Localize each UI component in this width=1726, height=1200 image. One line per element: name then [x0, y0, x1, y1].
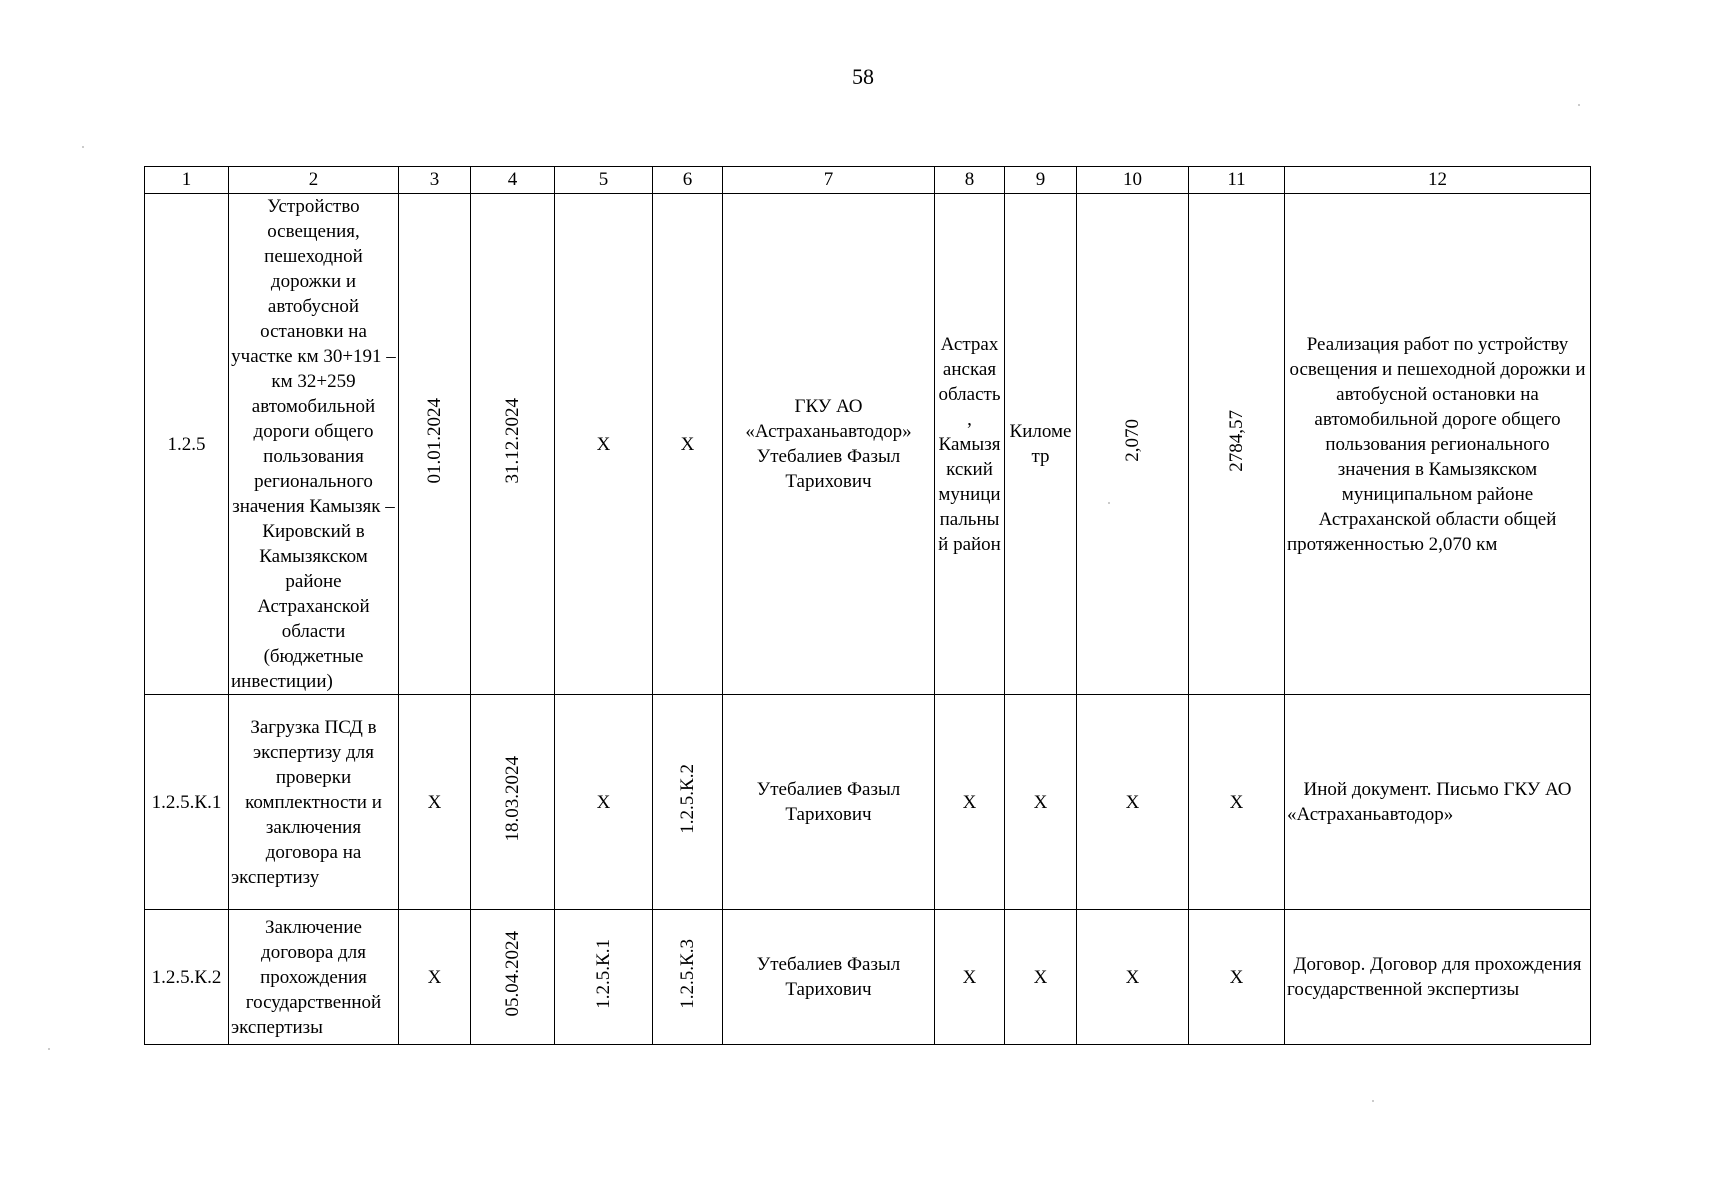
row-code: 1.2.5.К.2: [145, 910, 229, 1045]
row-unit: X: [1005, 910, 1077, 1045]
row-amount: X: [1189, 910, 1285, 1045]
header-cell: 8: [935, 167, 1005, 194]
header-cell: 1: [145, 167, 229, 194]
row-unit: Километр: [1005, 194, 1077, 695]
row-col5-cell: [555, 910, 653, 1045]
row-col6-cell: [653, 910, 723, 1045]
row-description: Загрузка ПСД в экспертизу для проверки комплектности и заключения договора на экспертизу: [229, 695, 399, 910]
schedule-table: [144, 166, 1591, 1045]
table-row: [145, 695, 1591, 910]
header-row: [145, 167, 1591, 194]
row-quantity: X: [1077, 910, 1189, 1045]
row-responsible: Утебалиев Фазыл Тарихович: [723, 695, 935, 910]
row-start-date: X: [399, 910, 471, 1045]
row-code: 1.2.5: [145, 194, 229, 695]
scan-speck: [1578, 104, 1580, 106]
row-note: Договор. Договор для прохождения государственной экспертизы: [1285, 910, 1591, 1045]
row-territory: Астраханская область, Камызякский муниципальный район: [935, 194, 1005, 695]
row-col6: 1.2.5.К.2: [677, 763, 698, 834]
row-territory: X: [935, 695, 1005, 910]
row-amount: X: [1189, 695, 1285, 910]
row-end-date: 18.03.2024: [502, 755, 523, 842]
row-col5: X: [555, 695, 653, 910]
row-start-date: 01.01.2024: [424, 397, 445, 484]
header-cell: 12: [1285, 167, 1591, 194]
row-amount-cell: [1189, 194, 1285, 695]
row-end-date-cell: [471, 695, 555, 910]
row-col5: X: [555, 194, 653, 695]
row-unit: X: [1005, 695, 1077, 910]
header-cell: 3: [399, 167, 471, 194]
row-description: Заключение договора для прохождения государственной экспертизы: [229, 910, 399, 1045]
row-col6-cell: [653, 695, 723, 910]
row-end-date: 05.04.2024: [502, 930, 523, 1017]
page-number: 58: [852, 64, 874, 89]
row-code: 1.2.5.К.1: [145, 695, 229, 910]
scan-speck: [1108, 502, 1110, 504]
row-quantity: 2,070: [1122, 419, 1143, 462]
header-cell: 11: [1189, 167, 1285, 194]
table-row: [145, 194, 1591, 695]
header-cell: 10: [1077, 167, 1189, 194]
row-col6: X: [653, 194, 723, 695]
row-end-date: 31.12.2024: [502, 397, 523, 484]
row-end-date-cell: [471, 910, 555, 1045]
row-note: Реализация работ по устройству освещения и пешеходной дорожки и автобусной остановки на автомобильной дороге общего пользования регионального значения в Камызякском муниципальном районе Астраханской области общей протяженностью 2,070 км: [1285, 194, 1591, 695]
scan-speck: [82, 146, 84, 148]
row-col6: 1.2.5.К.3: [677, 938, 698, 1009]
scan-speck: [48, 1048, 50, 1050]
row-note: Иной документ. Письмо ГКУ АО «Астраханьавтодор»: [1285, 695, 1591, 910]
header-cell: 9: [1005, 167, 1077, 194]
header-cell: 6: [653, 167, 723, 194]
row-end-date-cell: [471, 194, 555, 695]
row-quantity-cell: [1077, 194, 1189, 695]
scan-speck: [1372, 1100, 1374, 1102]
header-cell: 5: [555, 167, 653, 194]
row-responsible: ГКУ АО «Астраханьавтодор» Утебалиев Фазыл Тарихович: [723, 194, 935, 695]
row-amount: 2784,57: [1226, 409, 1247, 472]
row-quantity: X: [1077, 695, 1189, 910]
header-cell: 2: [229, 167, 399, 194]
table-row: [145, 910, 1591, 1045]
row-responsible: Утебалиев Фазыл Тарихович: [723, 910, 935, 1045]
row-start-date: X: [399, 695, 471, 910]
row-description: Устройство освещения, пешеходной дорожки и автобусной остановки на участке км 30+191 – км 32+259 автомобильной дороги общего пользования регионального значения Камызяк – Кировский в Камызякском районе Астраханской области (бюджетные инвестиции): [229, 194, 399, 695]
row-start-date-cell: [399, 194, 471, 695]
row-territory: X: [935, 910, 1005, 1045]
header-cell: 7: [723, 167, 935, 194]
header-cell: 4: [471, 167, 555, 194]
row-col5: 1.2.5.К.1: [593, 938, 614, 1009]
